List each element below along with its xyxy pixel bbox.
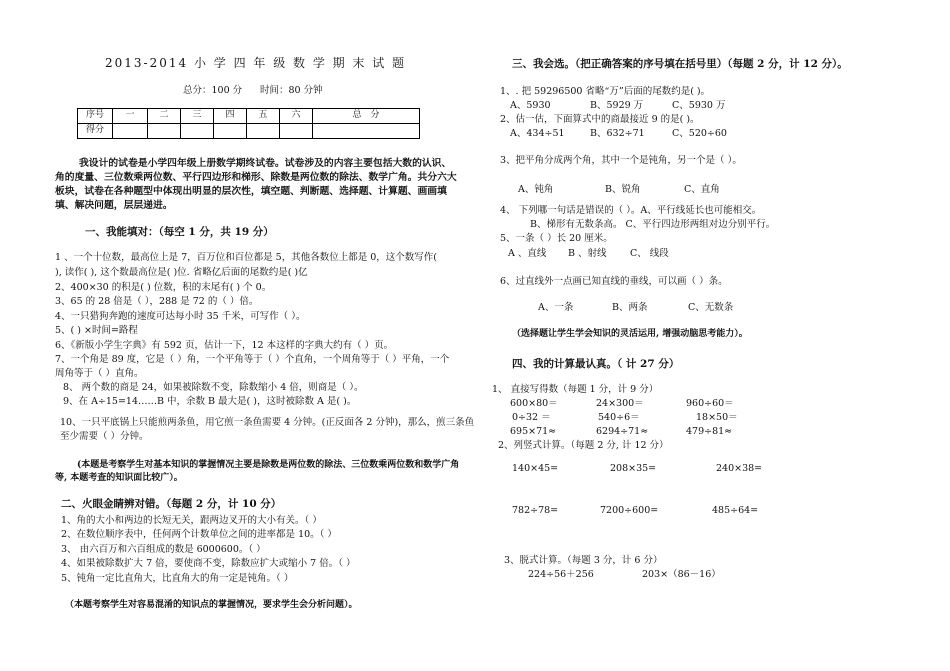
choice-option: A 、直线 xyxy=(508,248,547,259)
calc-subheading: 2、列竖式计算。（每题 2 分, 计 12 分） xyxy=(498,440,669,451)
judge-item: 5、钝角一定比直角大，比直角大的角一定是钝角。（ ） xyxy=(61,573,294,584)
judge-item: 4、如果被除数扩大 7 倍，要使商不变，除数应扩大或缩小 7 倍。（ ） xyxy=(61,558,356,569)
choice-option: A、一条 xyxy=(538,302,574,313)
choice-option: A、434÷51 xyxy=(510,128,565,139)
score-table xyxy=(77,108,420,139)
fill-item: 3、65 的 28 倍是（ ），288 是 72 的（ ）倍。 xyxy=(55,296,259,307)
choice-option: B 、射线 xyxy=(568,248,607,259)
calc-item: 695×71≈ xyxy=(510,426,557,437)
total-score-label: 总分：100 分 xyxy=(183,85,243,96)
fill-item: ), 读作( ), 这个数最高位是( )位. 省略亿后面的尾数约是( )亿 xyxy=(55,267,308,278)
choice-option: C、5930 万 xyxy=(672,100,726,111)
calc-item: 600×80＝ xyxy=(510,398,558,409)
fill-item: 至少需要（ ）分钟。 xyxy=(60,431,149,442)
score-cell[interactable] xyxy=(313,124,420,139)
exam-title: 2013-2014 小 学 四 年 级 数 学 期 末 试 题 xyxy=(105,56,407,70)
choice-question: 2、估一估，下面算式中的商最接近 9 的是( )。 xyxy=(500,114,700,125)
calc-item: 479÷81≈ xyxy=(686,426,733,437)
score-header-cell: 四 xyxy=(214,109,247,124)
choice-question: 1、. 把 59296500 省略“万”后面的尾数约是( )。 xyxy=(500,86,711,97)
score-header-cell: 二 xyxy=(148,109,181,124)
calc-item: 540÷6＝ xyxy=(598,412,640,423)
section-1-note: (本题是考察学生对基本知识的掌握情况主要是除数是两位数的除法、三位数乘两位数和数学广角等, 本题考查的知识面比较广）。 xyxy=(55,460,460,483)
judge-item: 1、角的大小和两边的长短无关，跟两边叉开的大小有关。（ ） xyxy=(61,515,322,526)
judge-item: 3、 由六百万和六百组成的数是 6000600。（ ） xyxy=(61,544,266,555)
score-cell[interactable] xyxy=(280,124,313,139)
section-2-heading: 二、火眼金睛辨对错。（每题 2 分，计 10 分） xyxy=(61,498,282,510)
choice-option: B、5929 万 xyxy=(590,100,644,111)
choice-option: C、520÷60 xyxy=(672,128,727,139)
choice-option: A、钝角 xyxy=(518,184,554,195)
choice-question: 3、把平角分成两个角，其中一个是钝角，另一个是（ ）。 xyxy=(500,155,742,166)
calc-item: 203×（86－16） xyxy=(642,569,721,580)
calc-item: 18×50＝ xyxy=(696,412,738,423)
fill-item: 5、( ) ×时间=路程 xyxy=(55,325,138,336)
calc-item: 0÷32 ＝ xyxy=(512,412,551,423)
score-header-cell: 五 xyxy=(247,109,280,124)
judge-item: 2、在数位顺序表中，任何两个计数单位之间的进率都是 10。（ ） xyxy=(61,529,337,540)
choice-option: C、无数条 xyxy=(688,302,734,313)
calc-item: 485÷64= xyxy=(712,505,759,516)
score-cell[interactable] xyxy=(181,124,214,139)
choice-question: 4、 下列哪一句话是错误的（ ）。A、平行线延长也可能相交。 xyxy=(500,205,762,216)
fill-item: 9、在 A÷15=14……B 中，余数 B 最大是( )，这时被除数 A 是( )。 xyxy=(63,396,357,407)
section-4-heading: 四、我的计算最认真。（ 计 27 分） xyxy=(512,358,680,370)
fill-item: 4、一只猎狗奔跑的速度可达每小时 35 千米，可写作（ ）。 xyxy=(55,311,306,322)
calc-item: 224÷56＋256 xyxy=(528,569,594,580)
score-cell[interactable] xyxy=(214,124,247,139)
fill-item: 8、 两个数的商是 24，如果被除数不变，除数缩小 4 倍，则商是（ ）。 xyxy=(63,382,364,393)
intro-paragraph: 我设计的试卷是小学四年级上册数学期终试卷。试卷涉及的内容主要包括大数的认识、角的度量、三位数乘两位数、平行四边形和梯形、除数是两位数的除法、数学广角。共分六大板块，试卷在各种题型中体现出明显的层次性，填空题、判断题、选择题、计算题、画画填填、解决问题，层层递进。 xyxy=(55,158,457,211)
calc-item: 960÷60＝ xyxy=(686,398,734,409)
fill-item: 6、《新版小学生字典》有 592 页，估计一下，12 本这样的字典大约有（ ）页。 xyxy=(55,340,394,351)
choice-option: B、锐角 xyxy=(605,184,641,195)
calc-item: 240×38= xyxy=(716,463,763,474)
choice-option: B、632÷71 xyxy=(590,128,645,139)
choice-option: A、5930 xyxy=(510,100,551,111)
choice-option: B、两条 xyxy=(612,302,648,313)
time-label: 时间：80 分钟 xyxy=(260,85,323,96)
score-cell[interactable] xyxy=(113,124,148,139)
calc-subheading: 1、 直接写得数（每题 1 分，计 9 分） xyxy=(492,384,659,395)
score-header-cell: 序号 xyxy=(78,109,113,124)
section-1-heading: 一、我能填对：（每空 1 分，共 19 分） xyxy=(85,226,274,238)
score-cell[interactable] xyxy=(148,124,181,139)
calc-item: 24×300＝ xyxy=(596,398,644,409)
section-3-heading: 三、我会选。（把正确答案的序号填在括号里）（每题 2 分，计 12 分）。 xyxy=(512,58,848,70)
score-table-header-row xyxy=(78,109,420,124)
score-row-label: 得分 xyxy=(78,124,113,139)
fill-item: 7、一个角是 89 度，它是（ ）角，一个平角等于（ ）个直角，一个周角等于（ ）平角，一个 xyxy=(55,354,450,365)
score-table-row xyxy=(78,124,420,139)
fill-item: 2、400×30 的积是( ) 位数，积的末尾有( ) 个 0。 xyxy=(55,282,272,293)
fill-item: 10、一只平底锅上只能煎两条鱼，用它煎一条鱼需要 4 分钟。(正反面各 2 分钟)，那么，煎三条鱼 xyxy=(60,417,475,428)
calc-item: 7200÷600= xyxy=(600,505,659,516)
calc-item: 140×45= xyxy=(512,463,559,474)
fill-item: 1 、一个十位数，最高位上是 7，百万位和百位都是 5，其他各数位上都是 0，这个数写作( xyxy=(55,252,437,263)
choice-question: 6、过直线外一点画已知直线的垂线，可以画（ ）条。 xyxy=(500,276,728,287)
score-header-cell: 一 xyxy=(113,109,148,124)
choice-option: B、梯形有无数条高。 C、平行四边形两组对边分别平行。 xyxy=(530,219,776,230)
score-cell[interactable] xyxy=(247,124,280,139)
fill-item: 周角等于（ ）直角。 xyxy=(55,368,144,379)
score-header-cell: 总 分 xyxy=(313,109,420,124)
calc-subheading: 3、脱式计算。（每题 3 分，计 6 分） xyxy=(504,555,663,566)
choice-option: C、 线段 xyxy=(630,248,669,259)
calc-item: 782÷78= xyxy=(512,505,559,516)
choice-question: 5、一条（ ）长 20 厘米。 xyxy=(500,233,613,244)
section-3-note: （选择题让学生学会知识的灵活运用, 增强动脑思考能力）。 xyxy=(512,329,748,339)
calc-item: 208×35= xyxy=(610,463,657,474)
calc-item: 6294÷71≈ xyxy=(596,426,649,437)
score-header-cell: 六 xyxy=(280,109,313,124)
score-header-cell: 三 xyxy=(181,109,214,124)
choice-option: C、直角 xyxy=(684,184,720,195)
section-2-note: （本题考察学生对容易混淆的知识点的掌握情况，要求学生会分析问题）。 xyxy=(65,600,358,610)
